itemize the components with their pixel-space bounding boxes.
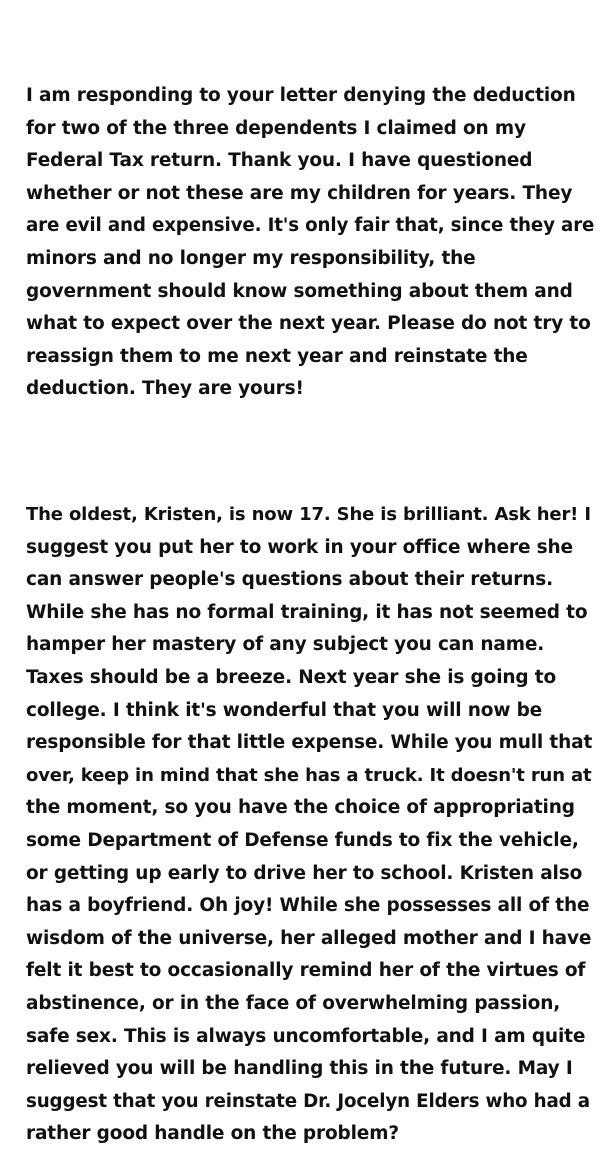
text-line: what to expect over the next year. Please do not try to bbox=[26, 313, 591, 335]
text-line: suggest you put her to work in your office where she bbox=[26, 536, 573, 558]
text-line: suggest that you reinstate Dr. Jocelyn Elders who had a bbox=[26, 1090, 590, 1112]
text-line: Federal Tax return. Thank you. I have questioned bbox=[26, 150, 533, 172]
text-line: Taxes should be a breeze. Next year she is going to bbox=[26, 666, 557, 688]
text-line: responsible for that little expense. While you mull that bbox=[26, 732, 593, 754]
text-line: or getting up early to drive her to school. Kristen also bbox=[26, 862, 583, 884]
text-line: hamper her mastery of any subject you can name. bbox=[26, 634, 545, 656]
text-line: rather good handle on the problem? bbox=[26, 1123, 399, 1145]
text-line: deduction. They are yours! bbox=[26, 378, 304, 400]
text-line: I am responding to your letter denying the deduction bbox=[26, 85, 576, 106]
text-line: can answer people's questions about their returns. bbox=[26, 569, 554, 591]
text-line: While she has no formal training, it has not seemed to bbox=[26, 601, 588, 623]
paragraph-kristen bbox=[26, 499, 596, 1151]
text-line: relieved you will be handling this in the future. May I bbox=[26, 1058, 573, 1080]
text-line: The oldest, Kristen, is now 17. She is brilliant. Ask her! I bbox=[26, 504, 591, 525]
text-line: wisdom of the universe, her alleged mother and I have bbox=[26, 927, 592, 949]
text-line: over, keep in mind that she has a truck. It doesn't run at bbox=[26, 764, 592, 786]
text-line: reassign them to me next year and reinstate the bbox=[26, 345, 528, 367]
text-line: felt it best to occasionally remind her of the virtues of bbox=[26, 960, 586, 982]
text-line: the moment, so you have the choice of appropriating bbox=[26, 797, 575, 819]
text-line: government should know something about them and bbox=[26, 280, 573, 302]
text-line: for two of the three dependents I claimed on my bbox=[26, 117, 526, 139]
text-line: some Department of Defense funds to fix the vehicle, bbox=[26, 829, 579, 851]
text-line: college. I think it's wonderful that you will now be bbox=[26, 699, 543, 721]
text-line: whether or not these are my children for years. They bbox=[26, 182, 573, 204]
text-line: has a boyfriend. Oh joy! While she possesses all of the bbox=[26, 895, 590, 917]
text-line: are evil and expensive. It's only fair that, since they are bbox=[26, 215, 595, 237]
text-line: minors and no longer my responsibility, the bbox=[26, 247, 476, 269]
text-line: safe sex. This is always uncomfortable, and I am quite bbox=[26, 1025, 586, 1047]
paragraph-intro bbox=[26, 80, 596, 406]
text-line: abstinence, or in the face of overwhelming passion, bbox=[26, 992, 561, 1014]
